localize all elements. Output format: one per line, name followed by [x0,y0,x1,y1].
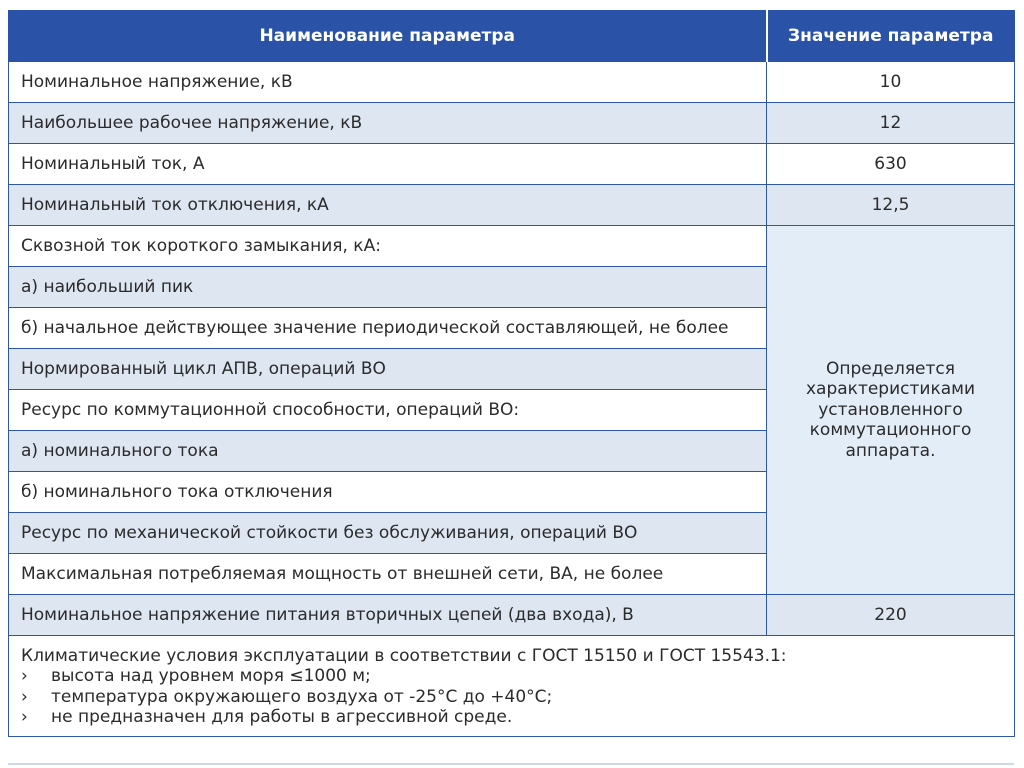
param-cell: Нормированный цикл АПВ, операций ВО [9,349,767,390]
climate-intro: Климатические условия эксплуатации в соответствии с ГОСТ 15150 и ГОСТ 15543.1: [21,646,787,666]
list-item [21,707,1002,727]
table-row [9,144,1015,185]
climate-row [9,636,1015,737]
param-cell: Номинальный ток, А [9,144,767,185]
bullet-chevron-icon: › [21,707,28,728]
merged-value-cell: Определяется характеристиками установленного коммутационного аппарата. [767,226,1015,595]
table-row [9,62,1015,103]
param-cell: Наибольшее рабочее напряжение, кВ [9,103,767,144]
param-cell: б) начальное действующее значение периодической составляющей, не более [9,308,767,349]
value-cell: 12,5 [767,185,1015,226]
param-cell: Ресурс по механической стойкости без обслуживания, операций ВО [9,513,767,554]
climate-item-text: температура окружающего воздуха от -25°С до +40°С; [51,686,553,707]
param-cell: Номинальное напряжение питания вторичных цепей (два входа), В [9,595,767,636]
climate-cell [9,636,1015,737]
bottom-divider [8,763,1014,765]
param-cell: Ресурс по коммутационной способности, операций ВО: [9,390,767,431]
param-cell: Сквозной ток короткого замыкания, кА: [9,226,767,267]
value-cell: 10 [767,62,1015,103]
param-cell: Максимальная потребляемая мощность от внешней сети, ВА, не более [9,554,767,595]
param-cell: а) номинального тока [9,431,767,472]
value-cell: 220 [767,595,1015,636]
table-row [9,226,1015,267]
list-item [21,687,1002,707]
table-row [9,103,1015,144]
header-row [9,11,1015,62]
bullet-chevron-icon: › [21,666,28,687]
param-cell: Номинальный ток отключения, кА [9,185,767,226]
climate-item-text: высота над уровнем моря ≤1000 м; [51,666,371,687]
bullet-chevron-icon: › [21,686,28,707]
list-item [21,666,1002,686]
param-cell: б) номинального тока отключения [9,472,767,513]
climate-item-text: не предназначен для работы в агрессивной среде. [51,707,513,728]
spec-table [8,10,1015,737]
param-cell: Номинальное напряжение, кВ [9,62,767,103]
table-row [9,595,1015,636]
spec-table-container [8,10,1014,737]
header-param-name: Наименование параметра [9,11,767,62]
value-cell: 12 [767,103,1015,144]
header-param-value: Значение параметра [767,11,1015,62]
value-cell: 630 [767,144,1015,185]
param-cell: а) наибольший пик [9,267,767,308]
table-row [9,185,1015,226]
